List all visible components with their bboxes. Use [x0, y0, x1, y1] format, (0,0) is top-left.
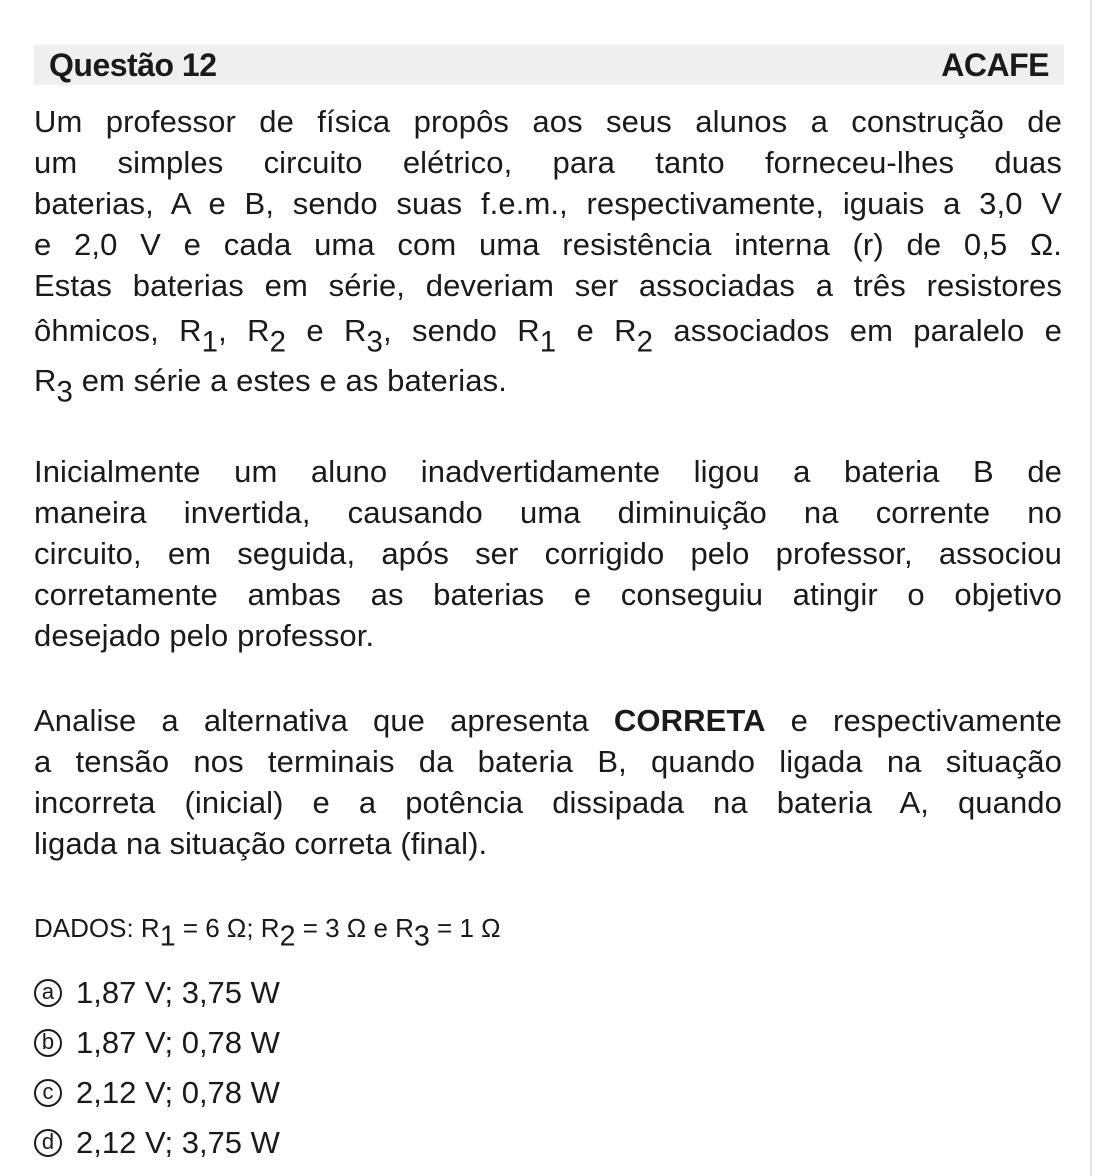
option-letter-circle: a	[34, 979, 62, 1007]
text-line: $R_3$ em série a estes e as baterias.	[34, 363, 507, 409]
text-line-resistors: ôhmicos, $R_1$, $R_2$ e $R_3$, sendo $R_1$ e $R_2$ associados em paralelo e	[34, 313, 1063, 359]
option-b[interactable]	[34, 1018, 280, 1068]
text-line: maneira invertida, causando uma diminuição na corrente no	[34, 495, 1062, 530]
text-line: Inicialmente um aluno inadvertidamente ligou a bateria B de	[34, 454, 1062, 489]
text-line: um simples circuito elétrico, para tanto forneceu-lhes duas	[34, 145, 1062, 180]
text-line: Estas baterias em série, deveriam ser associadas a três resistores	[34, 268, 1062, 303]
option-letter-circle: b	[34, 1029, 62, 1057]
option-letter-circle: c	[34, 1079, 62, 1107]
option-text: 2,12 V; 3,75 W	[76, 1125, 280, 1160]
text-line: desejado pelo professor.	[34, 618, 375, 653]
given-data: DADOS: $R_1 = 6$ Ω; $R_2 = 3$ Ω e $R_3 = 1$ Ω	[34, 913, 501, 953]
option-text: 2,12 V; 0,78 W	[76, 1075, 280, 1110]
question-prompt	[34, 700, 1062, 864]
option-c[interactable]	[34, 1068, 280, 1118]
text-line: corretamente ambas as baterias e conseguiu atingir o objetivo	[34, 577, 1062, 612]
emphasis-correta: CORRETA	[613, 703, 766, 738]
statement-paragraph-1	[34, 101, 1063, 409]
text-line: e 2,0 V e cada uma com uma resistência interna (r) de 0,5 Ω.	[34, 227, 1062, 262]
option-text: 1,87 V; 0,78 W	[76, 1025, 280, 1060]
exam-source: ACAFE	[941, 46, 1049, 83]
text-line: Analise a alternativa que apresenta CORRETA e respectivamente	[34, 703, 1062, 738]
text-line: Um professor de física propôs aos seus alunos a construção de	[34, 104, 1062, 139]
text-line: circuito, em seguida, após ser corrigido pelo professor, associou	[34, 536, 1062, 571]
page-edge-divider	[1090, 0, 1092, 1176]
answer-options	[34, 968, 280, 1168]
text-line: incorreta (inicial) e a potência dissipada na bateria A, quando	[34, 785, 1062, 820]
text-line: ligada na situação correta (final).	[34, 826, 488, 861]
option-text: 1,87 V; 3,75 W	[76, 975, 280, 1010]
text-line: baterias, A e B, sendo suas f.e.m., respectivamente, iguais a 3,0 V	[34, 186, 1062, 221]
question-header	[34, 45, 1064, 85]
statement-paragraph-2	[34, 451, 1062, 656]
option-a[interactable]	[34, 968, 280, 1018]
option-letter-circle: d	[34, 1129, 62, 1157]
question-number: Questão 12	[49, 46, 217, 83]
option-d[interactable]	[34, 1118, 280, 1168]
text-line: a tensão nos terminais da bateria B, quando ligada na situação	[34, 744, 1062, 779]
